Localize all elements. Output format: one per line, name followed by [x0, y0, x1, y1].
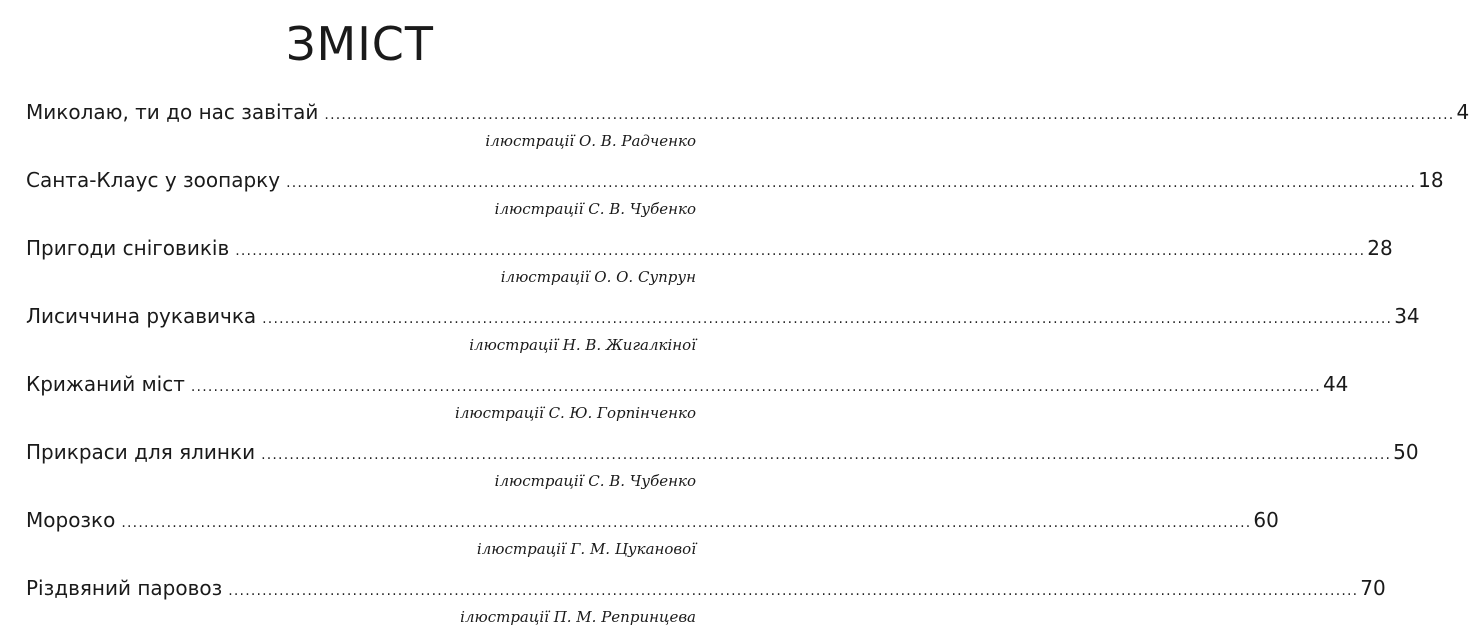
toc-entry-page: 50 [1393, 440, 1419, 464]
dot-leader: ........................................................................................................................................................................................................ [262, 311, 1393, 327]
toc-entry-page: 60 [1253, 508, 1279, 532]
toc-entry-line [26, 301, 1420, 331]
toc-entry-title: Пригоди сніговиків [26, 236, 230, 260]
toc-entry-title: Миколаю, ти до нас завітай [26, 100, 319, 124]
toc-entry[interactable] [26, 437, 1419, 505]
dot-leader: ........................................................................................................................................................................................................ [190, 379, 1321, 395]
dot-leader: ........................................................................................................................................................................................................ [286, 175, 1417, 191]
toc-entry[interactable] [26, 233, 1393, 301]
page-title: ЗМІСТ [286, 17, 434, 71]
toc-entry[interactable] [26, 369, 1349, 437]
toc-entry-line [26, 437, 1419, 467]
toc-entry-page: 34 [1394, 304, 1420, 328]
toc-entry-title: Прикраси для ялинки [26, 440, 256, 464]
toc-entry-illustrator: ілюстрації С. Ю. Горпінченко [455, 404, 696, 422]
toc-entry-title: Крижаний міст [26, 372, 185, 396]
toc-entry[interactable] [26, 301, 1420, 369]
toc-entry-illustrator: ілюстрації П. М. Репринцева [460, 608, 696, 626]
toc-entry-line [26, 573, 1386, 603]
dot-leader: ........................................................................................................................................................................................................ [261, 447, 1392, 463]
toc-entry[interactable] [26, 97, 1469, 165]
toc-entry-illustrator: ілюстрації С. В. Чубенко [494, 200, 696, 218]
toc-entry-page: 18 [1418, 168, 1444, 192]
toc-entry-page: 44 [1322, 372, 1349, 396]
toc-entry-title: Морозко [26, 508, 116, 532]
toc-entry-page: 4 [1456, 100, 1469, 124]
toc-entry-illustrator: ілюстрації О. В. Радченко [485, 132, 696, 150]
toc-entry-illustrator: ілюстрації Г. М. Цуканової [476, 540, 696, 558]
toc-entry-illustrator: ілюстрації Н. В. Жигалкіної [469, 336, 696, 354]
table-of-contents [26, 97, 1469, 641]
toc-entry-page: 28 [1367, 236, 1393, 260]
toc-entry-line [26, 233, 1393, 263]
toc-entry-line [26, 369, 1349, 399]
toc-entry-line [26, 505, 1279, 535]
toc-entry-title: Лисиччина рукавичка [26, 304, 257, 328]
toc-entry-title: Санта-Клаус у зоопарку [26, 168, 281, 192]
toc-entry[interactable] [26, 505, 1279, 573]
dot-leader: ........................................................................................................................................................................................................ [228, 583, 1359, 599]
toc-entry-title: Різдвяний паровоз [26, 576, 223, 600]
toc-entry-line [26, 165, 1444, 195]
toc-entry-illustrator: ілюстрації С. В. Чубенко [494, 472, 696, 490]
toc-entry-illustrator: ілюстрації О. О. Супрун [500, 268, 696, 286]
toc-entry-line [26, 97, 1469, 127]
dot-leader: ........................................................................................................................................................................................................ [121, 515, 1252, 531]
toc-entry[interactable] [26, 165, 1444, 233]
dot-leader: ........................................................................................................................................................................................................ [235, 243, 1366, 259]
toc-entry-page: 70 [1360, 576, 1386, 600]
dot-leader: ........................................................................................................................................................................................................ [324, 107, 1455, 123]
toc-entry[interactable] [26, 573, 1386, 641]
